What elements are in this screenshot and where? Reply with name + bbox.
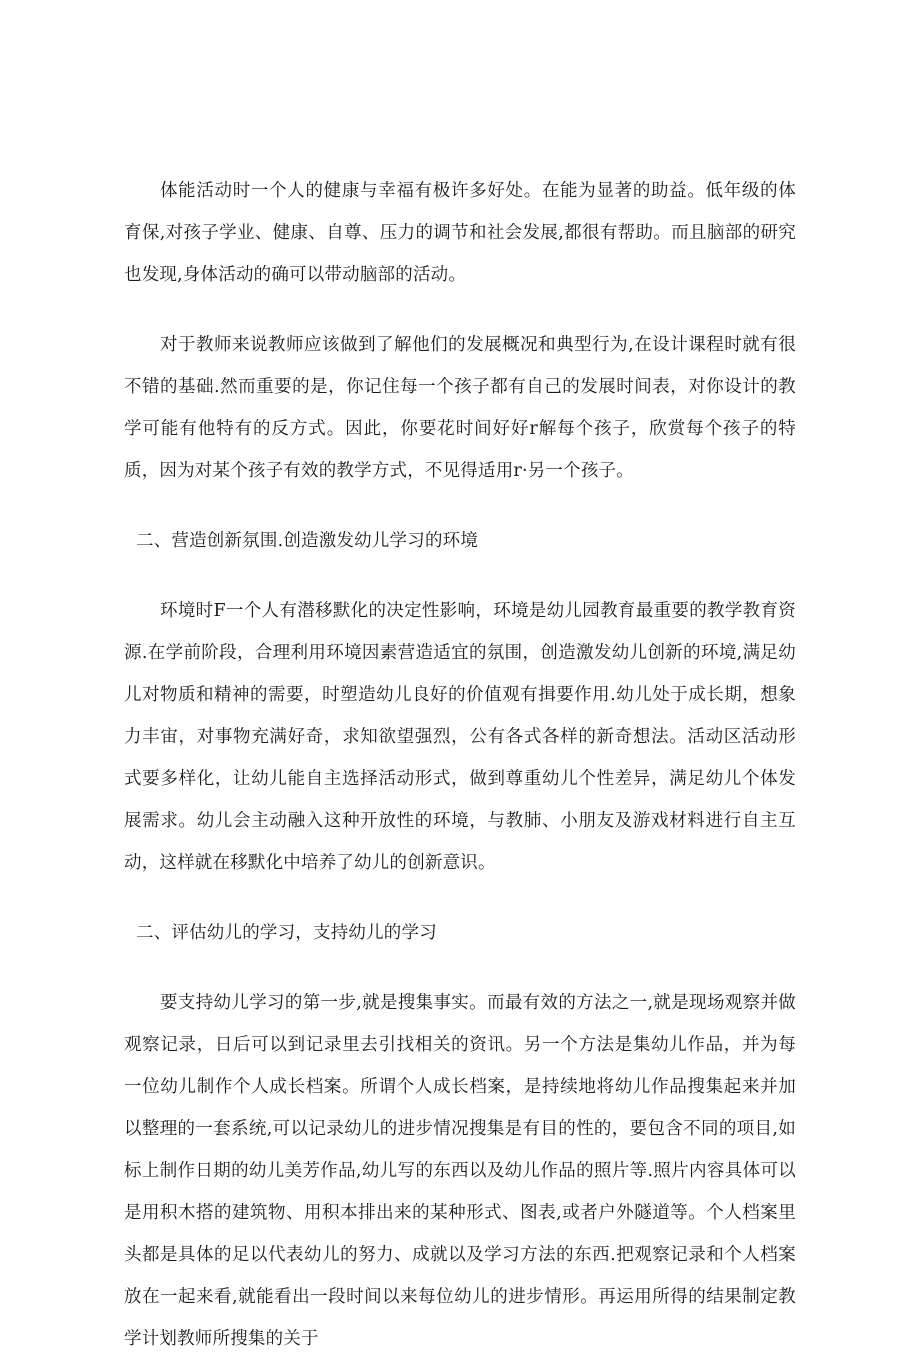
- paragraph-physical-activity: 体能活动时一个人的健康与幸福有极许多好处。在能为显著的助益。低年级的体育保,对孩子学业、健康、自尊、压力的调节和社会发展,都很有帮助。而且脑部的研究也发现,身体活动的确可以带动脑部的活动。: [124, 181, 796, 285]
- paragraph-gap: [124, 296, 796, 324]
- paragraph-assessment: 要支持幼儿学习的第一步,就是搜集事实。而最有效的方法之一,就是现场观察并做观察记录，日后可以到记录里去引找相关的资讯。另一个方法是集幼儿作品，并为每一位幼儿制作个人成长档案。所谓个人成长档案，是持续地将幼儿作品搜集起来并加以整理的一套系统,可以记录幼儿的进步情况搜集是有目的性的，要包含不同的项目,如标上制作日期的幼儿美芳作品,幼儿写的东西以及幼儿作品的照片等.照片内容具体可以是用积木搭的建筑物、用积本排出来的某种形式、图表,或者户外隧道等。个人档案里头都是具体的足以代表幼儿的努力、成就以及学习方法的东西.把观察记录和个人档案放在一起来看,就能看出一段时间以来每位幼儿的进步情形。再运用所得的结果制定教学计划教师所搜集的关于: [124, 993, 796, 1349]
- document-body: [124, 170, 796, 1360]
- paragraph-gap: [124, 954, 796, 982]
- section-heading-environment: 二、营造创新氛围.创造激发幼儿学习的环境: [136, 531, 479, 551]
- section-heading-assessment: 二、评估幼儿的学习，支持幼儿的学习: [136, 923, 437, 943]
- paragraph-gap: [124, 562, 796, 590]
- paragraph-gap: [124, 884, 796, 912]
- paragraph-gap: [124, 492, 796, 520]
- paragraph-environment: 环境时F一个人有潜移默化的决定性影响，环境是幼儿园教育最重要的教学教育资源.在学前阶段，合理利用环境因素营造适宜的氛围，创造激发幼儿创新的环境,满足幼儿对物质和精神的需要，时塑造幼儿良好的价值观有揖要作用.幼儿处于成长期，想象力丰宙，对事物充满好奇，求知欲望强烈，公有各式各样的新奇想法。活动区活动形式要多样化，让幼儿能自主选择活动形式，做到尊重幼儿个性差异，满足幼儿个体发展需求。幼儿会主动融入这种开放性的环境，与教肺、小朋友及游戏材料进行自主互动，这样就在移默化中培养了幼儿的创新意识。: [124, 601, 796, 873]
- paragraph-teacher-understanding: 对于教师来说教师应该做到了解他们的发展概况和典型行为,在设计课程时就有很不错的基础.然而重要的是，你记住每一个孩子都有自己的发展时间表，对你设计的教学可能有他特有的反方式。因此，你要花时间好好r解每个孩子，欣赏每个孩子的特质，因为对某个孩子有效的教学方式，不见得适用r·另一个孩子。: [124, 335, 796, 481]
